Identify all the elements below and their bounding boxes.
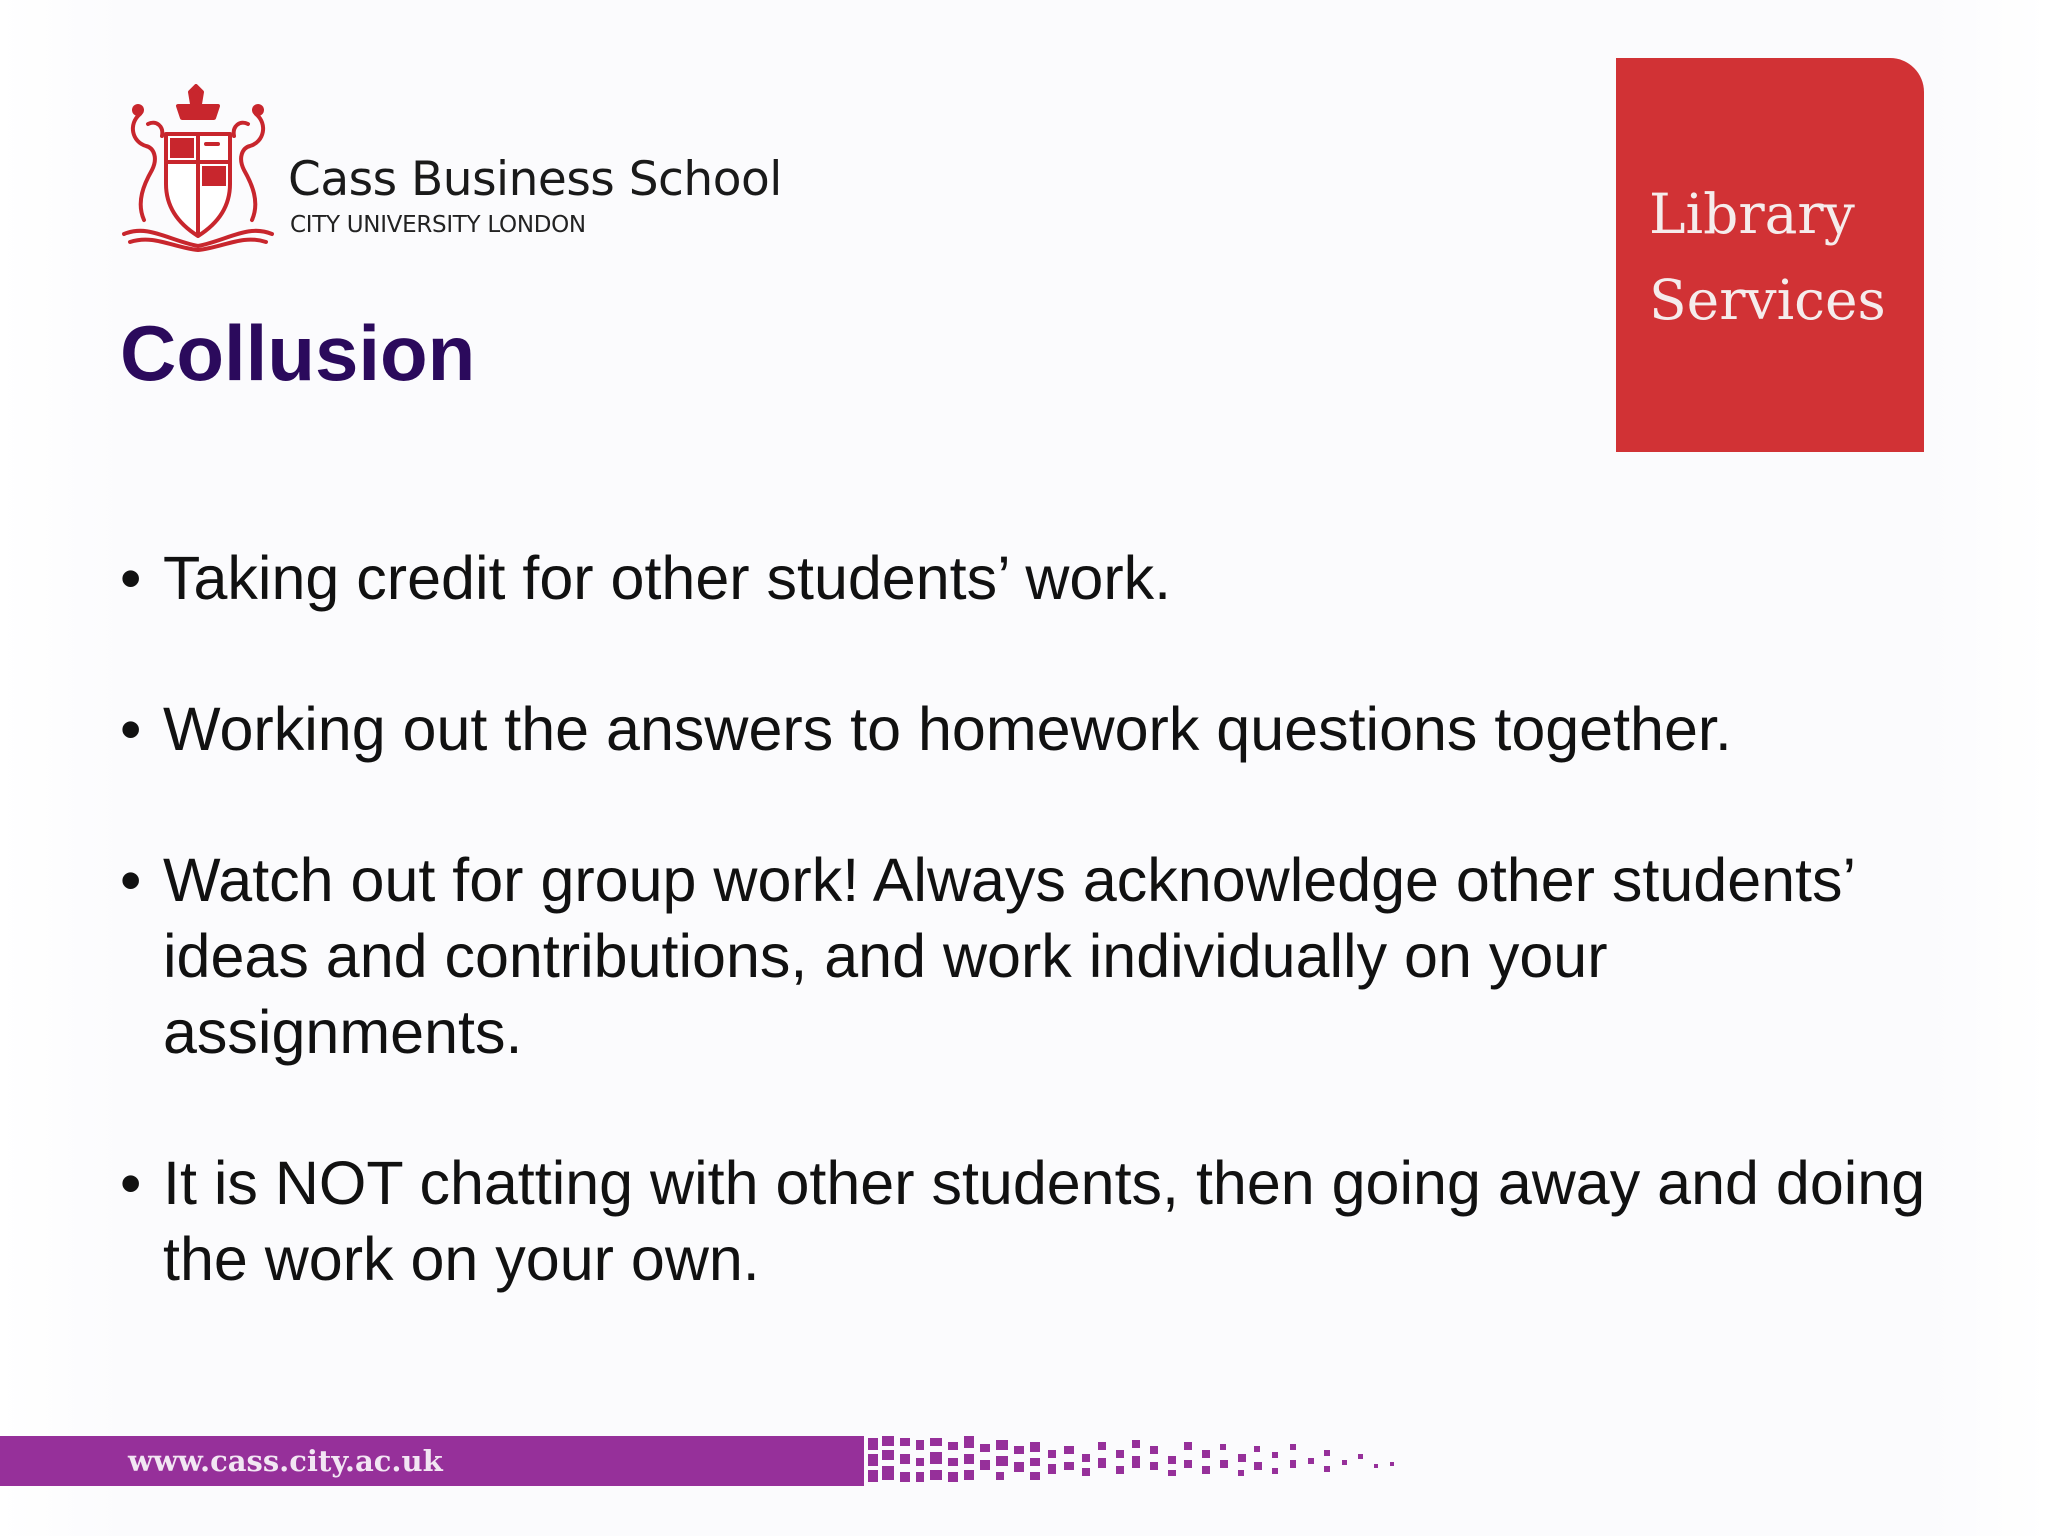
bullet-marker: • — [120, 1149, 142, 1217]
bullet-text: Working out the answers to homework questions together. — [163, 695, 1732, 763]
pixel-trail-decoration — [850, 1432, 1410, 1492]
cass-business-school-logo — [118, 84, 782, 254]
logo-subtitle: CITY UNIVERSITY LONDON — [290, 212, 586, 238]
bullet-item — [120, 540, 1950, 616]
bullet-list — [120, 540, 1950, 1372]
bullet-item — [120, 842, 1950, 1070]
badge-line-services: Services — [1649, 268, 1886, 332]
bullet-text: Watch out for group work! Always acknowledge other students’ ideas and contributions, and work individually on your assignments. — [163, 846, 1854, 1066]
footer-url: www.cass.city.ac.uk — [128, 1444, 443, 1478]
badge-line-library: Library — [1649, 182, 1855, 246]
bullet-marker: • — [120, 846, 142, 914]
slide-title: Collusion — [120, 309, 476, 397]
logo-name: Cass Business School — [288, 152, 782, 207]
bullet-item — [120, 691, 1950, 767]
bullet-item — [120, 1145, 1950, 1297]
bullet-marker: • — [120, 544, 142, 612]
crest-icon — [118, 84, 278, 252]
bullet-marker: • — [120, 695, 142, 763]
bullet-text: Taking credit for other students’ work. — [163, 544, 1172, 612]
bullet-text: It is NOT chatting with other students, then going away and doing the work on your own. — [163, 1149, 1926, 1293]
library-services-badge — [1616, 58, 1924, 452]
